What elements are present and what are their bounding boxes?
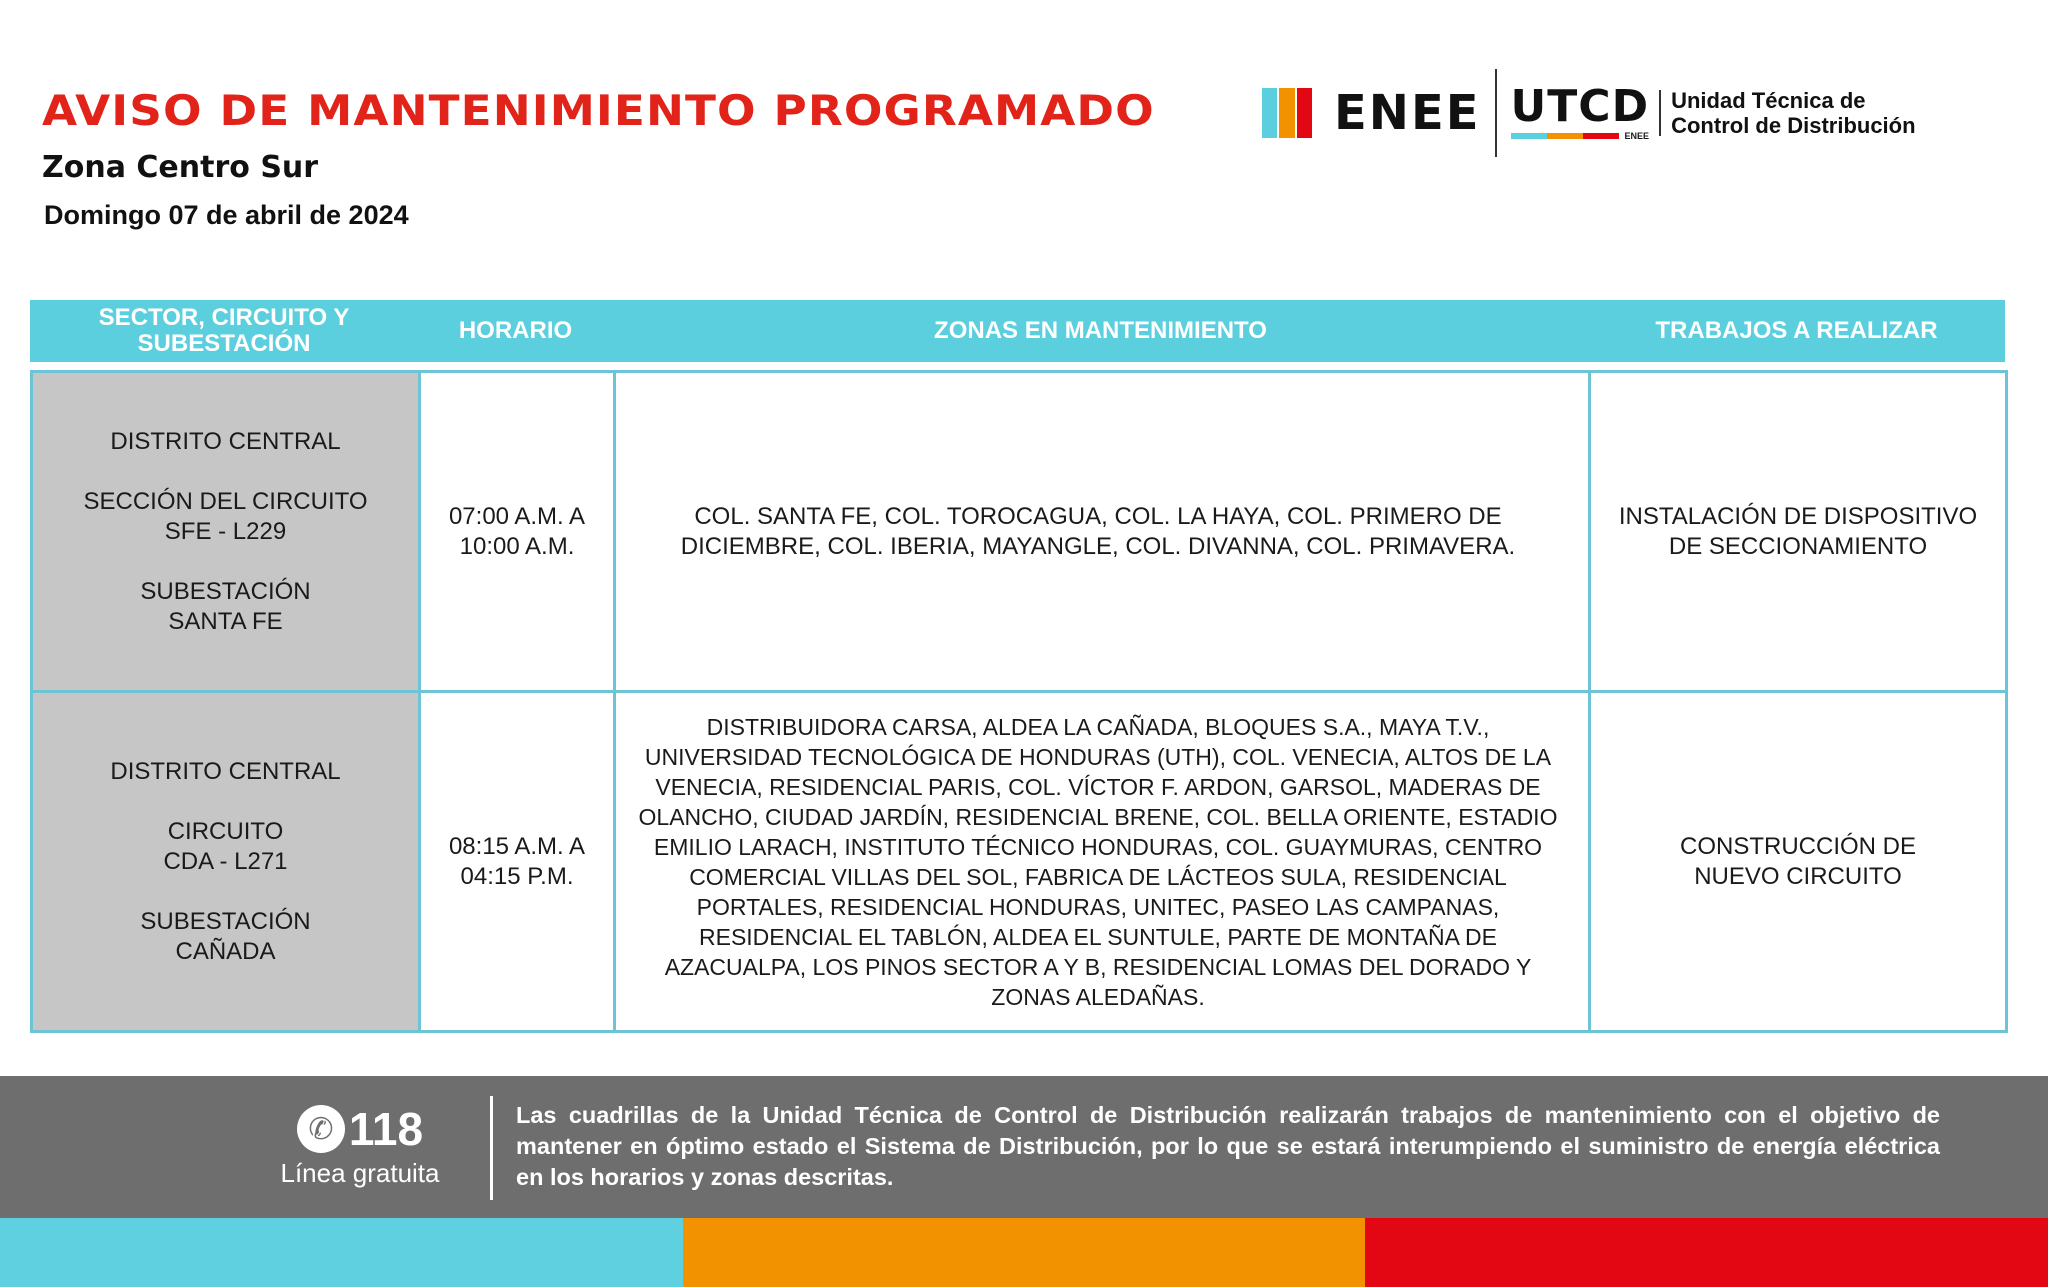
sector-name: DISTRITO CENTRAL [110,427,341,455]
page-title: AVISO DE MANTENIMIENTO PROGRAMADO [42,86,1155,135]
utcd-color-bar [1511,131,1650,141]
utcd-wordmark: UTCD [1510,81,1650,132]
work-cell: INSTALACIÓN DE DISPOSITIVO DE SECCIONAMIENTO [1590,372,2007,692]
circuit-label: CIRCUITO [167,817,284,845]
schedule-cell [420,692,615,1032]
substation-label: SUBESTACIÓN [140,907,311,935]
schedule-cell [420,372,615,692]
enee-wordmark: ENEE [1334,85,1481,141]
notice-date: Domingo 07 de abril de 2024 [44,200,409,230]
footer-divider [490,1096,493,1200]
hotline-number: 118 [348,1103,424,1155]
time-start: 07:00 A.M. A [448,502,586,530]
maintenance-table [30,370,2008,1033]
time-end: 10:00 A.M. [459,532,575,560]
stripe-cyan [0,1218,683,1287]
hotline [270,1104,450,1189]
stripe-orange [683,1218,1366,1287]
utcd-enee-small: ENEE [1624,131,1650,141]
time-end: 04:15 P.M. [460,862,574,890]
color-stripes [0,1218,2048,1287]
enee-emblem-icon [1262,88,1312,138]
zones-cell: DISTRIBUIDORA CARSA, ALDEA LA CAÑADA, BLOQUES S.A., MAYA T.V., UNIVERSIDAD TECNOLÓGICA DE HONDURAS (UTH), COL. VENECIA, ALTOS DE LA VENECIA, RESIDENCIAL PARIS, COL. VÍCTOR F. ARDON, GARSOL, MADERAS DE OLANCHO, CIUDAD JARDÍN, RESIDENCIAL BRENE, COL. BELLA ORIENTE, ESTADIO EMILIO LARACH, INSTITUTO TÉCNICO HONDURAS, COL. GUAYMURAS, CENTRO COMERCIAL VILLAS DEL SOL, FABRICA DE LÁCTEOS SULA, RESIDENCIAL PORTALES, RESIDENCIAL HONDURAS, UNITEC, PASEO LAS CAMPANAS, RESIDENCIAL EL TABLÓN, ALDEA EL SUNTULE, PARTE DE MONTAÑA DE AZACUALPA, LOS PINOS SECTOR A Y B, RESIDENCIAL LOMAS DEL DORADO Y ZONAS ALEDAÑAS. [615,692,1590,1032]
zone-name: Zona Centro Sur [42,150,319,185]
header-sector: SECTOR, CIRCUITO Y SUBESTACIÓN [98,304,350,357]
substation-name: SANTA FE [168,607,283,635]
logo-divider [1495,69,1497,157]
table-row [32,372,2007,692]
enee-utcd-logo [1262,68,1916,158]
sector-cell [32,692,420,1032]
utcd-subtitle-line1: Unidad Técnica de [1671,88,1866,113]
substation-label: SUBESTACIÓN [140,577,311,605]
circuit-code: CDA - L271 [163,847,288,875]
substation-name: CAÑADA [175,937,276,965]
table-header [30,300,2005,362]
circuit-label: SECCIÓN DEL CIRCUITO [83,487,368,515]
utcd-logo [1510,81,1650,141]
work-cell: CONSTRUCCIÓN DE NUEVO CIRCUITO [1590,692,2007,1032]
header-work: TRABAJOS A REALIZAR [1655,317,1938,344]
phone-icon: ✆ [297,1105,345,1153]
table-row [32,692,2007,1032]
zones-cell: COL. SANTA FE, COL. TOROCAGUA, COL. LA HAYA, COL. PRIMERO DE DICIEMBRE, COL. IBERIA, MAYANGLE, COL. DIVANNA, COL. PRIMAVERA. [615,372,1590,692]
hotline-label: Línea gratuita [280,1158,440,1188]
logo-divider-small [1659,90,1661,136]
stripe-red [1365,1218,2048,1287]
header-zones: ZONAS EN MANTENIMIENTO [934,317,1267,344]
sector-cell [32,372,420,692]
utcd-subtitle [1671,88,1915,138]
circuit-code: SFE - L229 [164,517,287,545]
sector-name: DISTRITO CENTRAL [110,757,341,785]
footer-banner [0,1076,2048,1218]
utcd-subtitle-line2: Control de Distribución [1671,113,1916,138]
footer-message: Las cuadrillas de la Unidad Técnica de Control de Distribución realizarán trabajos de mantenimiento con el objetivo de mantener en óptimo estado el Sistema de Distribución, por lo que se estará interumpiendo el suministro de energía eléctrica en los horarios y zonas descritas. [516,1102,1940,1190]
header-schedule: HORARIO [458,317,573,344]
time-start: 08:15 A.M. A [448,832,586,860]
